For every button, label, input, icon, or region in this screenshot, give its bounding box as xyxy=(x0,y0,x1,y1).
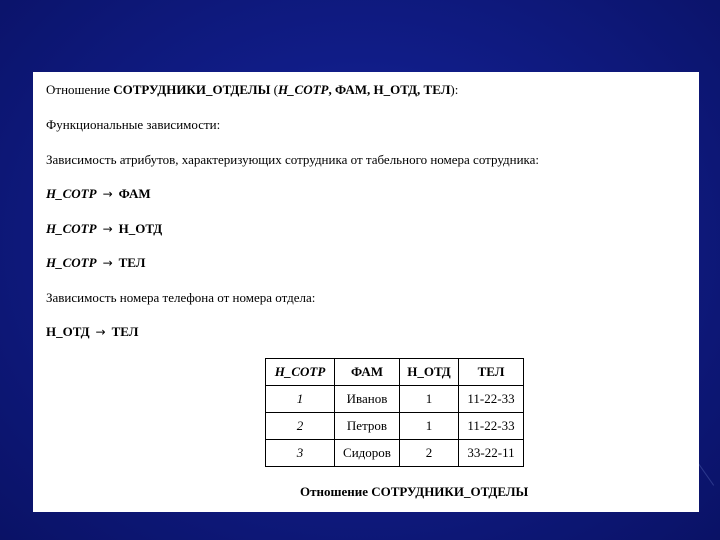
table-cell: 1 xyxy=(266,386,335,413)
dependency-phone-text: Зависимость номера телефона от номера отдела: xyxy=(46,290,316,305)
table-cell: 33-22-11 xyxy=(459,440,524,467)
slide-content xyxy=(33,72,699,512)
fd-rhs: ТЕЛ xyxy=(111,324,139,339)
fd-rhs: Н_ОТД xyxy=(118,221,163,236)
table-cell: 3 xyxy=(266,440,335,467)
table-row xyxy=(266,413,524,440)
close-paren: ): xyxy=(450,82,459,97)
fd-row xyxy=(46,255,145,271)
column-header: ТЕЛ xyxy=(459,359,524,386)
arrow-icon: → xyxy=(95,325,106,339)
table-header-row xyxy=(266,359,524,386)
column-header: ФАМ xyxy=(335,359,400,386)
dependency-employee-text: Зависимость атрибутов, характеризующих сотрудника от табельного номера сотрудника: xyxy=(46,152,540,167)
table-cell: 2 xyxy=(266,413,335,440)
fd-rhs: ТЕЛ xyxy=(118,255,146,270)
column-header: Н_ОТД xyxy=(400,359,459,386)
arrow-icon: → xyxy=(102,256,113,270)
fd-row xyxy=(46,186,151,202)
other-attributes: , ФАМ, Н_ОТД, ТЕЛ xyxy=(328,82,451,97)
fd-row xyxy=(46,221,162,237)
table-cell: 1 xyxy=(400,413,459,440)
fd-lhs: Н_СОТР xyxy=(46,255,97,270)
table-caption: Отношение СОТРУДНИКИ_ОТДЕЛЫ xyxy=(300,484,529,499)
arrow-icon: → xyxy=(102,187,113,201)
table-row xyxy=(266,440,524,467)
open-paren: ( xyxy=(270,82,278,97)
fd-lhs: Н_ОТД xyxy=(46,324,90,339)
fd-heading: Функциональные зависимости: xyxy=(46,117,221,132)
table-cell: Сидоров xyxy=(335,440,400,467)
table-cell: Петров xyxy=(335,413,400,440)
table-cell: Иванов xyxy=(335,386,400,413)
table-cell: 11-22-33 xyxy=(459,413,524,440)
fd-row-phone xyxy=(46,324,138,340)
column-header: Н_СОТР xyxy=(266,359,335,386)
fd-rhs: ФАМ xyxy=(118,186,151,201)
table-cell: 11-22-33 xyxy=(459,386,524,413)
relation-name: СОТРУДНИКИ_ОТДЕЛЫ xyxy=(113,82,271,97)
table-cell: 2 xyxy=(400,440,459,467)
key-attribute: Н_СОТР xyxy=(277,82,329,97)
relation-table xyxy=(265,358,524,467)
relation-definition xyxy=(46,82,458,98)
fd-lhs: Н_СОТР xyxy=(46,186,97,201)
relation-prefix: Отношение xyxy=(46,82,114,97)
table-cell: 1 xyxy=(400,386,459,413)
fd-lhs: Н_СОТР xyxy=(46,221,97,236)
arrow-icon: → xyxy=(102,222,113,236)
table-row xyxy=(266,386,524,413)
